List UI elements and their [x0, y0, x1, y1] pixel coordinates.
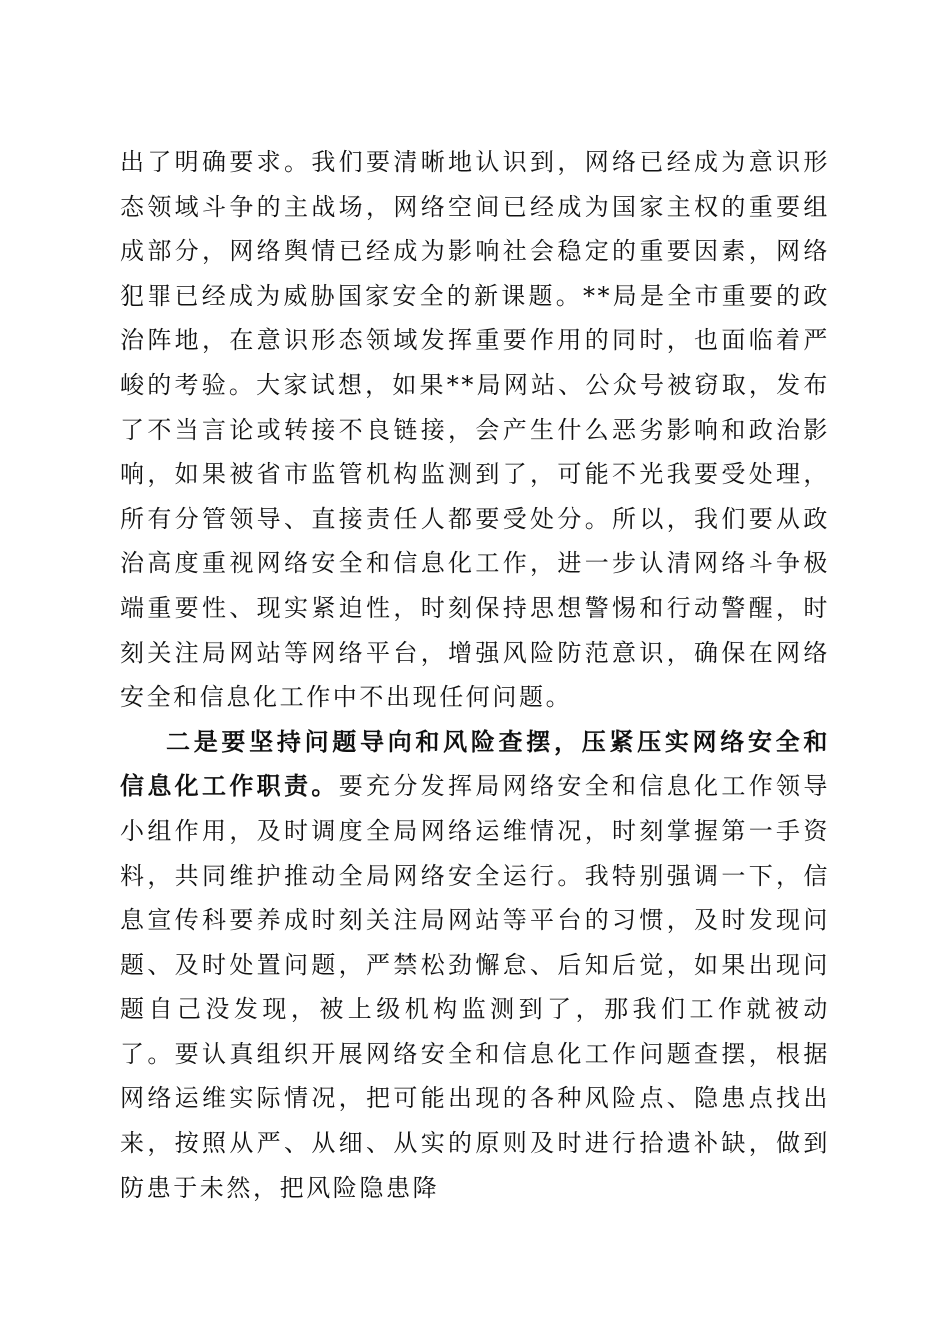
- paragraph-lead-heading: 二是要坚持问题导向和风险查摆，压紧压实网络安全和信息化工作职责。: [120, 726, 830, 801]
- paragraph-continuation: [120, 140, 830, 720]
- document-body: [120, 140, 830, 1210]
- paragraph-text: 要充分发挥局网络安全和信息化工作领导小组作用，及时调度全局网络运维情况，时刻掌握第一手资料，共同维护推动全局网络安全运行。我特别强调一下，信息宣传科要养成时刻关注局网站等平台的习惯，及时发现问题、及时处置问题，严禁松劲懈怠、后知后觉，如果出现问题自己没发现，被上级机构监测到了，那我们工作就被动了。要认真组织开展网络安全和信息化工作问题查摆，根据网络运维实际情况，把可能出现的各种风险点、隐患点找出来，按照从严、从细、从实的原则及时进行拾遗补缺，做到防患于未然，把风险隐患降: [120, 772, 830, 1202]
- paragraph-text: 出了明确要求。我们要清晰地认识到，网络已经成为意识形态领域斗争的主战场，网络空间已经成为国家主权的重要组成部分，网络舆情已经成为影响社会稳定的重要因素，网络犯罪已经成为威胁国家安全的新课题。**局是全市重要的政治阵地，在意识形态领域发挥重要作用的同时，也面临着严峻的考验。大家试想，如果**局网站、公众号被窃取，发布了不当言论或转接不良链接，会产生什么恶劣影响和政治影响，如果被省市监管机构监测到了，可能不光我要受处理，所有分管领导、直接责任人都要受处分。所以，我们要从政治高度重视网络安全和信息化工作，进一步认清网络斗争极端重要性、现实紧迫性，时刻保持思想警惕和行动警醒，时刻关注局网站等网络平台，增强风险防范意识，确保在网络安全和信息化工作中不出现任何问题。: [120, 148, 830, 712]
- paragraph-point-two: [120, 720, 830, 1211]
